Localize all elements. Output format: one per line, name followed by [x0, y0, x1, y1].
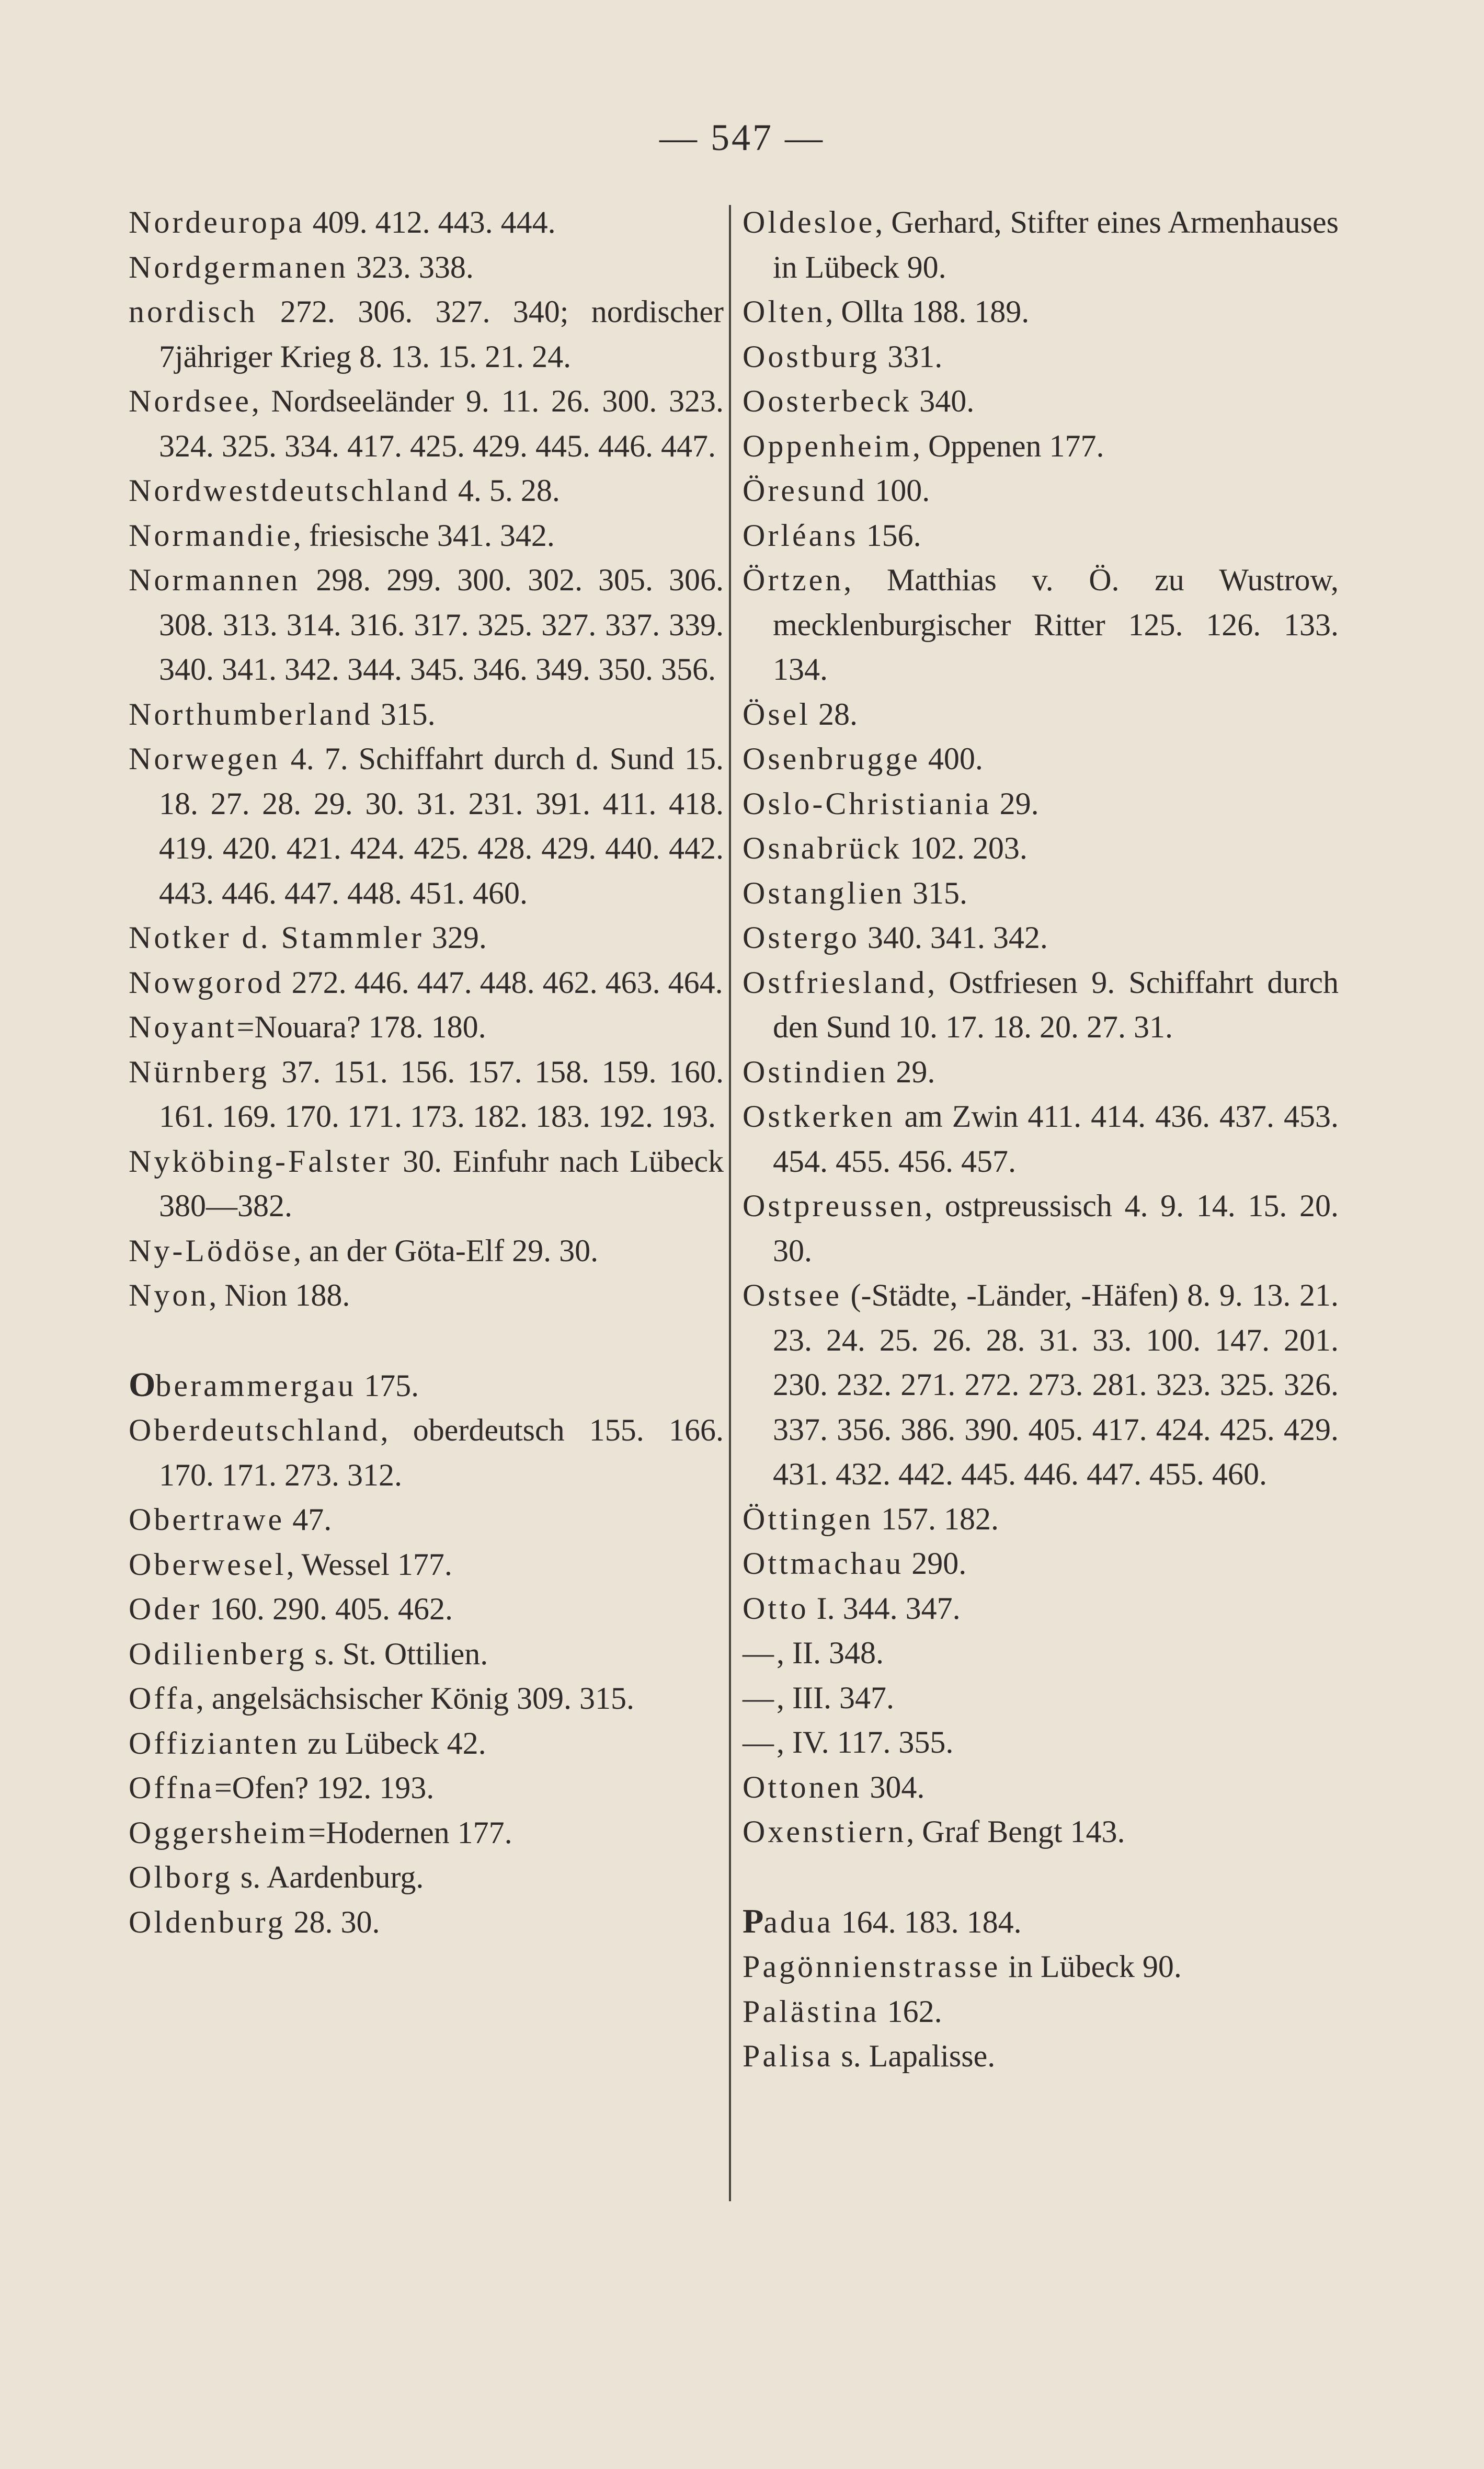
index-entry [743, 1945, 1339, 1990]
entry-heading: Ottonen [743, 1769, 862, 1804]
entry-references: , an der Göta-Elf 29. 30. [293, 1233, 599, 1268]
entry-heading: Offa [129, 1681, 196, 1716]
entry-heading: Palisa [743, 2039, 834, 2073]
entry-heading: Oldesloe [743, 205, 875, 239]
entry-heading: Öresund [743, 473, 867, 508]
index-entry [129, 1811, 724, 1856]
entry-references: 400. [920, 741, 983, 776]
index-entry [743, 1899, 1339, 1945]
section-gap [743, 1855, 1339, 1899]
entry-heading: Normandie [129, 518, 293, 553]
index-entry [743, 1184, 1339, 1273]
index-entry [743, 424, 1339, 469]
index-entry [743, 782, 1339, 827]
entry-references: in Lübeck 90. [1000, 1949, 1182, 1984]
index-entry [129, 1855, 724, 1900]
entry-heading: Orléans [743, 518, 859, 553]
index-entry [743, 692, 1339, 737]
index-entry [743, 916, 1339, 961]
index-entry [129, 379, 724, 468]
index-entry [743, 290, 1339, 335]
entry-references: , Matthias v. Ö. zu Wustrow, mecklenburgischer Ritter 125. 126. 133. 134. [773, 563, 1339, 687]
entry-heading: Osenbrugge [743, 741, 920, 776]
entry-references: am Zwin 411. 414. 436. 437. 453. 454. 455. 456. 457. [773, 1099, 1339, 1179]
entry-heading: Olborg [129, 1860, 233, 1894]
entry-references: 100. [867, 473, 930, 508]
index-entry [743, 871, 1339, 916]
entry-references: , Ollta 188. 189. [825, 294, 1030, 329]
index-entry [129, 1542, 724, 1587]
entry-heading: Ostfriesland [743, 965, 928, 1000]
index-entry [129, 1587, 724, 1632]
index-entry [743, 961, 1339, 1050]
entry-references: I. 344. 347. [808, 1591, 961, 1626]
entry-heading: Oberdeutschland [129, 1413, 381, 1447]
index-entry [129, 290, 724, 379]
entry-references: 409. 412. 443. 444. [304, 205, 556, 239]
entry-references: =Nouara? 178. 180. [236, 1010, 486, 1044]
entry-heading: Osnabrück [743, 831, 902, 865]
entry-references: 315. [372, 696, 436, 731]
entry-references: 29. [991, 786, 1039, 821]
section-gap [129, 1318, 724, 1363]
index-entry [743, 513, 1339, 558]
index-entry [743, 1990, 1339, 2034]
entry-references: , Ostfriesen 9. Schiffahrt durch den Sund 10. 17. 18. 20. 27. 31. [773, 965, 1339, 1044]
index-entry [129, 1676, 724, 1721]
entry-heading: Offizianten [129, 1725, 300, 1761]
entry-references: , IV. 117. 355. [777, 1725, 954, 1759]
entry-heading: Nyköbing-Falster [129, 1144, 392, 1179]
entry-references: 47. [284, 1502, 332, 1537]
entry-heading: Ostanglien [743, 875, 905, 910]
entry-heading: Ostergo [743, 920, 860, 955]
entry-references: =Ofen? 192. 193. [214, 1770, 435, 1805]
entry-heading: Offna [129, 1770, 214, 1805]
section-initial: O [129, 1365, 156, 1404]
entry-heading: Ostpreussen [743, 1188, 925, 1223]
entry-references: (-Städte, -Länder, -Häfen) 8. 9. 13. 21. 23. 24. 25. 26. 28. 31. 33. 100. 147. 201. 230. 232. 271. 272. 273. 281. 323. 325. 326. 337. 356. 386. 390. 405. 417. 424. 425. 429. 431. 432. 442. 445. 446. 447. 455. 460. [773, 1278, 1339, 1491]
entry-references: 304. [862, 1769, 925, 1804]
entry-references: , ostpreussisch 4. 9. 14. 15. 20. 30. [773, 1188, 1339, 1268]
index-column-left [129, 200, 724, 1945]
index-entry [743, 1676, 1339, 1721]
entry-heading: Notker d. Stammler [129, 920, 424, 955]
index-entry [743, 379, 1339, 424]
entry-references: 340. [911, 384, 975, 418]
entry-references: =Hodernen 177. [308, 1815, 512, 1850]
entry-heading: Oldenburg [129, 1904, 286, 1939]
column-divider [729, 205, 731, 2201]
entry-references: 102. 203. [901, 831, 1028, 865]
entry-references: 157. 182. [873, 1501, 999, 1536]
index-entry [129, 558, 724, 692]
entry-heading: Nordgermanen [129, 249, 348, 284]
entry-references: , angelsächsischer König 309. 315. [196, 1681, 634, 1716]
index-column-right [743, 200, 1339, 2079]
entry-heading: Obertrawe [129, 1502, 285, 1537]
index-entry [129, 961, 724, 1005]
entry-references: , Nordseeländer 9. 11. 26. 300. 323. 324. 325. 334. 417. 425. 429. 445. 446. 447. [159, 384, 724, 463]
entry-heading: — [743, 1725, 777, 1759]
entry-heading: Odilienberg [129, 1636, 307, 1671]
index-entry [743, 200, 1339, 290]
section-initial: P [743, 1902, 764, 1940]
index-entry [129, 1632, 724, 1677]
entry-heading: Oppenheim [743, 428, 912, 463]
index-entry [129, 468, 724, 513]
entry-references: zu Lübeck 42. [300, 1725, 486, 1761]
entry-heading: Örtzen [743, 563, 844, 597]
index-entry [129, 200, 724, 245]
entry-heading: Normannen [129, 563, 301, 597]
entry-references: , Oppenen 177. [912, 428, 1104, 463]
entry-references: 28. 30. [286, 1904, 380, 1939]
index-entry [743, 1631, 1339, 1676]
index-entry [743, 1497, 1339, 1542]
entry-heading: Ostindien [743, 1054, 888, 1089]
index-entry [129, 1408, 724, 1498]
index-entry [743, 1810, 1339, 1855]
entry-references: , II. 348. [777, 1636, 884, 1670]
index-entry [129, 1900, 724, 1945]
entry-heading: Ottmachau [743, 1546, 904, 1581]
index-entry [743, 2034, 1339, 2079]
entry-references: , III. 347. [777, 1680, 894, 1715]
page-number: — 547 — [659, 117, 825, 158]
entry-references: , friesische 341. 342. [293, 518, 555, 553]
entry-references: 290. [904, 1546, 967, 1581]
entry-references: 331. [880, 339, 943, 374]
entry-heading: Otto [743, 1591, 809, 1626]
index-entry [129, 245, 724, 290]
entry-references: 340. 341. 342. [859, 920, 1048, 955]
entry-heading: Norwegen [129, 741, 280, 776]
entry-heading: Nowgorod [129, 965, 284, 1000]
entry-heading: Pagönnienstrasse [743, 1949, 1001, 1984]
entry-heading: Nordeuropa [129, 205, 305, 239]
entry-heading: Ösel [743, 696, 811, 731]
entry-heading: Öttingen [743, 1501, 873, 1536]
index-entry [743, 1541, 1339, 1586]
index-entry [743, 1273, 1339, 1497]
index-entry [129, 1766, 724, 1811]
entry-references: s. St. Ottilien. [306, 1636, 488, 1671]
entry-references: , Gerhard, Stifter eines Armenhauses in Lübeck 90. [773, 205, 1339, 284]
entry-references: , Nion 188. [209, 1278, 350, 1312]
entry-references: 29. [888, 1054, 935, 1089]
entry-references: s. Aardenburg. [232, 1860, 424, 1894]
index-entry [129, 737, 724, 916]
entry-heading: Oosterbeck [743, 384, 912, 418]
entry-references: 272. 446. 447. 448. 462. 463. 464. [283, 965, 723, 1000]
entry-heading: Oder [129, 1592, 202, 1626]
entry-references: 30. Einfuhr nach Lübeck 380—382. [159, 1144, 724, 1223]
entry-references: 160. 290. 405. 462. [201, 1592, 453, 1626]
entry-heading: Ostkerken [743, 1099, 895, 1134]
entry-references: s. Lapalisse. [833, 2039, 996, 2073]
entry-heading: Nordwestdeutschland [129, 473, 450, 508]
entry-references: , Graf Bengt 143. [906, 1814, 1125, 1849]
index-entry [129, 1721, 724, 1766]
entry-references: 329. [424, 920, 487, 955]
entry-heading: Oostburg [743, 339, 880, 374]
index-entry [743, 468, 1339, 513]
entry-references: 4. 5. 28. [450, 473, 560, 508]
entry-heading: Noyant [129, 1010, 237, 1044]
entry-heading: Nordsee [129, 384, 252, 418]
entry-references: 272. 306. 327. 340; nordischer 7jähriger Krieg 8. 13. 15. 21. 24. [159, 294, 724, 374]
entry-heading: — [743, 1680, 777, 1715]
entry-heading: Oberwesel [129, 1547, 287, 1582]
entry-references: 315. [904, 875, 967, 910]
entry-references: , Wessel 177. [286, 1547, 452, 1582]
index-entry [743, 1050, 1339, 1095]
entry-heading: Oxenstiern [743, 1814, 907, 1849]
index-entry [129, 1139, 724, 1229]
entry-references: 175. [356, 1368, 419, 1403]
index-entry [743, 826, 1339, 871]
entry-references: 4. 7. Schiffahrt durch d. Sund 15. 18. 27. 28. 29. 30. 31. 231. 391. 411. 418. 419. 420. 421. 424. 425. 428. 429. 440. 442. 443. 446. 447. 448. 451. 460. [159, 741, 724, 910]
index-entry [129, 1005, 724, 1050]
index-entry [743, 1720, 1339, 1765]
entry-heading: Ny-Lödöse [129, 1233, 293, 1268]
entry-references: 323. 338. [348, 249, 474, 284]
index-entry [129, 1273, 724, 1318]
entry-heading: Oslo-Christiania [743, 786, 992, 821]
entry-heading: berammergau [155, 1368, 357, 1403]
entry-heading: nordisch [129, 294, 258, 329]
entry-heading: Olten [743, 294, 826, 329]
entry-references: , oberdeutsch 155. 166. 170. 171. 273. 312. [159, 1413, 724, 1492]
index-entry [129, 692, 724, 737]
index-entry [743, 558, 1339, 692]
index-entry [129, 916, 724, 961]
entry-heading: Ostsee [743, 1278, 842, 1312]
index-entry [743, 737, 1339, 782]
entry-references: 156. [858, 518, 921, 553]
index-entry [129, 1498, 724, 1542]
entry-references: 162. [879, 1994, 942, 2029]
entry-heading: adua [763, 1904, 834, 1939]
entry-heading: Northumberland [129, 696, 373, 731]
entry-heading: Nyon [129, 1278, 209, 1312]
index-entry [743, 1586, 1339, 1631]
entry-heading: Oggersheim [129, 1815, 309, 1850]
entry-references: 298. 299. 300. 302. 305. 306. 308. 313. 314. 316. 317. 325. 327. 337. 339. 340. 341. 342. 344. 345. 346. 349. 350. 356. [159, 563, 724, 687]
index-entry [743, 335, 1339, 380]
entry-heading: — [743, 1636, 777, 1670]
entry-references: 28. [810, 696, 858, 731]
index-entry [129, 1229, 724, 1274]
index-entry [743, 1765, 1339, 1810]
entry-heading: Nürnberg [129, 1054, 269, 1089]
entry-heading: Palästina [743, 1994, 880, 2029]
index-entry [743, 1094, 1339, 1184]
entry-references: 164. 183. 184. [833, 1904, 1022, 1939]
index-entry [129, 1363, 724, 1409]
index-entry [129, 513, 724, 558]
entry-references: 37. 151. 156. 157. 158. 159. 160. 161. 169. 170. 171. 173. 182. 183. 192. 193. [159, 1054, 724, 1134]
index-entry [129, 1050, 724, 1139]
